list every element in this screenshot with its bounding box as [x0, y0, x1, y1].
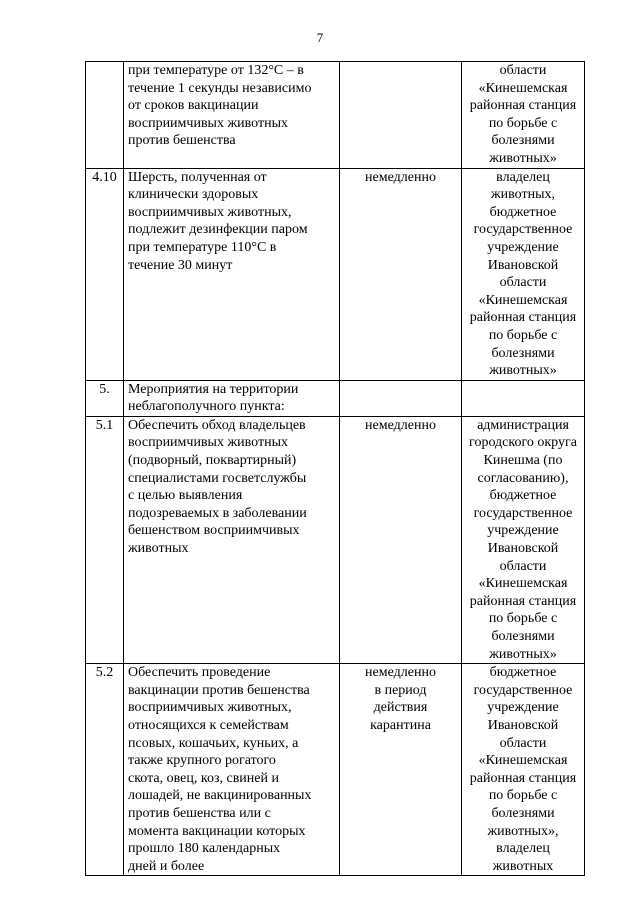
- table-row: [86, 664, 585, 876]
- term-cell: [340, 62, 462, 169]
- table-row: [86, 380, 585, 416]
- item-number-cell: [86, 62, 124, 169]
- responsible-cell: области «Кинешемская районная станция по борьбе с болезнями животных»: [462, 62, 585, 169]
- measures-table: [85, 61, 585, 876]
- table-row: [86, 168, 585, 380]
- responsible-cell: бюджетное государственное учреждение Ивановской области «Кинешемская районная станция по борьбе с болезнями животных», владелец животных: [462, 664, 585, 876]
- section-heading-cell: Мероприятия на территории неблагополучного пункта:: [124, 380, 340, 416]
- measure-description-cell: Обеспечить проведение вакцинации против бешенства восприимчивых животных, относящихся к семействам псовых, кошачьих, куньих, а также крупного рогатого скота, овец, коз, свиней и лошадей, не вакцинированных против бешенства или с момента вакцинации которых прошло 180 календарных дней и более: [124, 664, 340, 876]
- table-row: [86, 62, 585, 169]
- item-number-cell: 5.: [86, 380, 124, 416]
- responsible-cell: владелец животных, бюджетное государственное учреждение Ивановской области «Кинешемская районная станция по борьбе с болезнями животных»: [462, 168, 585, 380]
- measure-description-cell: Обеспечить обход владельцев восприимчивых животных (подворный, поквартирный) специалистами госветслужбы с целью выявления подозреваемых в заболевании бешенством восприимчивых животных: [124, 416, 340, 663]
- responsible-cell: [462, 380, 585, 416]
- measure-description-cell: Шерсть, полученная от клинически здоровых восприимчивых животных, подлежит дезинфекции паром при температуре 110°С в течение 30 минут: [124, 168, 340, 380]
- table-row: [86, 416, 585, 663]
- item-number-cell: 5.2: [86, 664, 124, 876]
- term-cell: немедленно в период действия карантина: [340, 664, 462, 876]
- term-cell: немедленно: [340, 416, 462, 663]
- item-number-cell: 4.10: [86, 168, 124, 380]
- measure-description-cell: при температуре от 132°С – в течение 1 секунды независимо от сроков вакцинации восприимчивых животных против бешенства: [124, 62, 340, 169]
- responsible-cell: администрация городского округа Кинешма (по согласованию), бюджетное государственное учреждение Ивановской области «Кинешемская районная станция по борьбе с болезнями животных»: [462, 416, 585, 663]
- term-cell: немедленно: [340, 168, 462, 380]
- item-number-cell: 5.1: [86, 416, 124, 663]
- page-number: 7: [316, 30, 324, 45]
- term-cell: [340, 380, 462, 416]
